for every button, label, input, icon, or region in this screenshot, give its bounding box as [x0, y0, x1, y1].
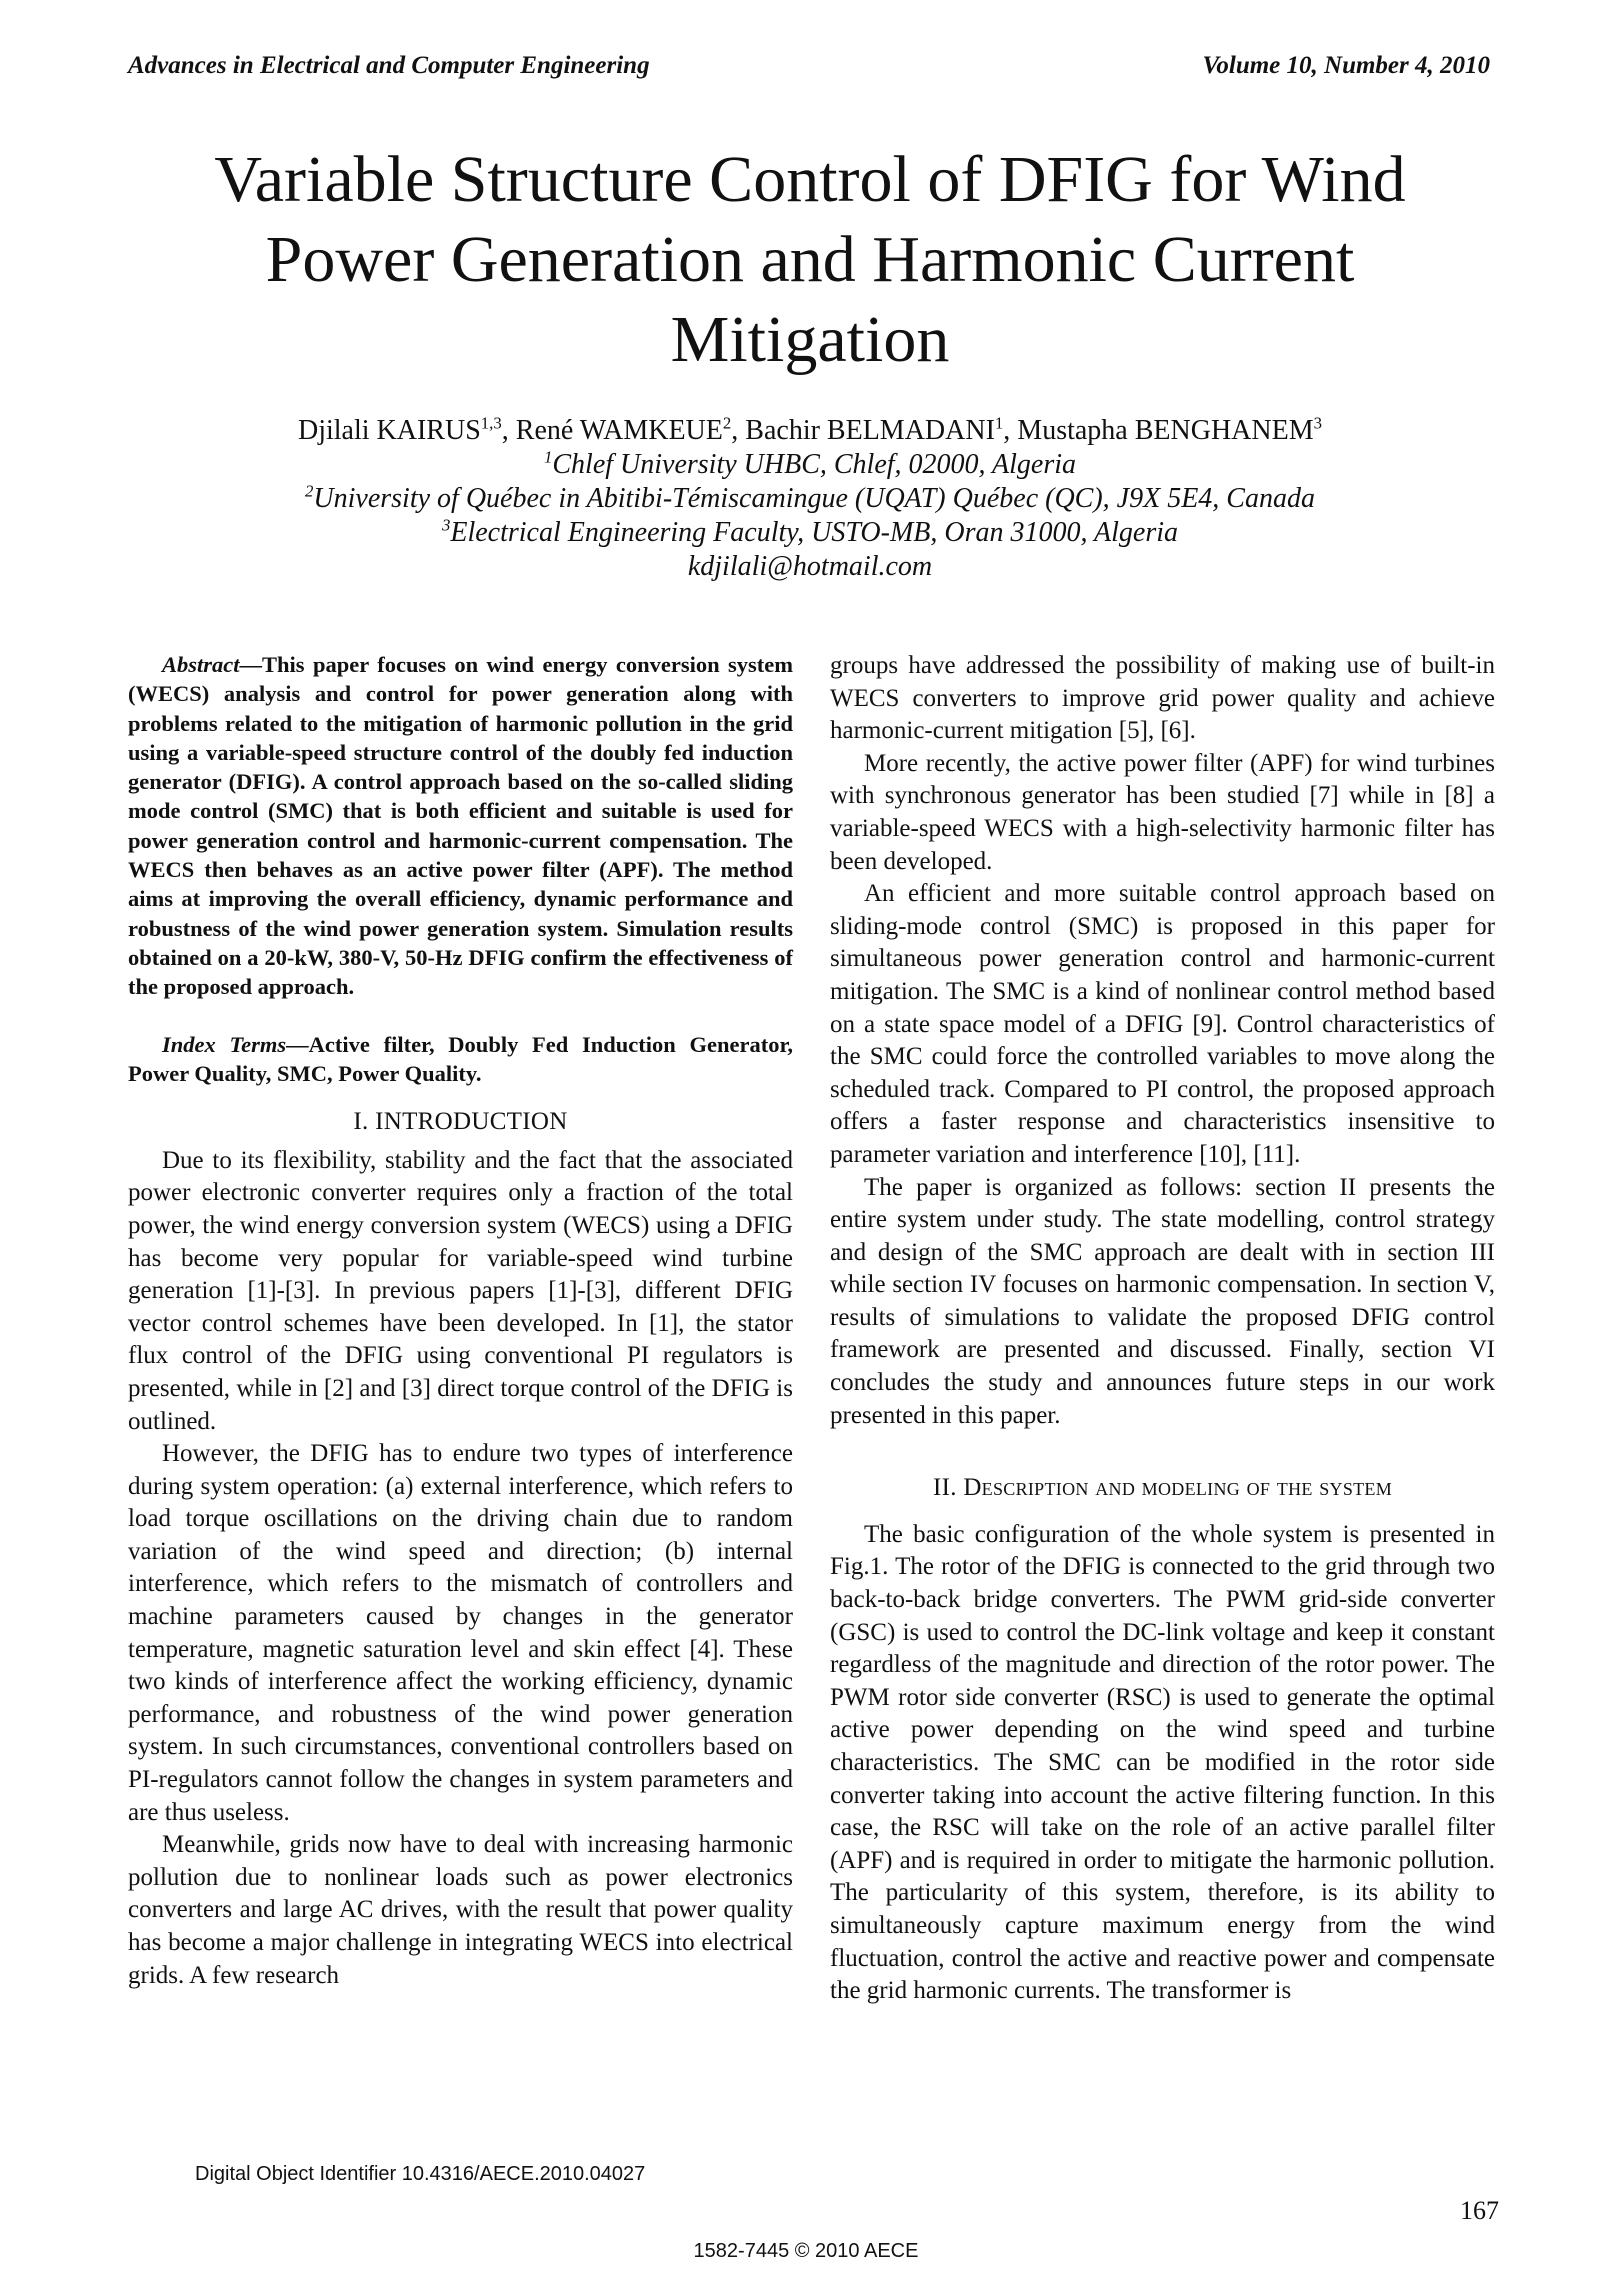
author-name: , René WAMKEUE [501, 415, 723, 446]
author-name: Djilali KAIRUS [298, 415, 481, 446]
author-block [120, 414, 1500, 584]
affiliation-3: $^3$Electrical Engineering Faculty, USTO-MB, Oran 31000, Algeria [441, 515, 1179, 548]
author-affil-mark: 1,3 [480, 413, 502, 433]
author-list [120, 414, 1500, 448]
author-email: kdjilali@hotmail.com [687, 551, 933, 582]
author-name: , Bachir BELMADANI [731, 415, 995, 446]
journal-name: Advances in Electrical and Computer Engineering [128, 52, 650, 79]
paragraph: More recently, the active power filter (APF) for wind turbines with synchronous generator has been studied [7] while in [8] a variable-speed WECS with a high-selectivity harmonic filter has been developed. [830, 749, 1495, 875]
section-heading: II. Description and modeling of the system [932, 1474, 1393, 1502]
section-heading: I. INTRODUCTION [353, 1108, 568, 1136]
author-name: , Mustapha BENGHANEM [1003, 415, 1314, 446]
affiliation-2: $^2$University of Québec in Abitibi-Témiscamingue (UQAT) Québec (QC), J9X 5E4, Canada [305, 481, 1315, 514]
author-affil-mark: 2 [722, 413, 732, 433]
issn-copyright: 1582-7445 © 2010 AECE [693, 2240, 919, 2262]
author-affil-mark: 1 [994, 413, 1004, 433]
paragraph: Due to its flexibility, stability and the fact that the associated power electronic converter requires only a fraction of the total power, the wind energy conversion system (WECS) using a DFIG has become very popular for variable-speed wind turbine generation [1]-[3]. In previous papers [1]-[3], different DFIG vector control schemes have been developed. In [1], the stator flux control of the DFIG using conventional PI regulators is presented, while in [2] and [3] direct torque control of the DFIG is outlined. [128, 1146, 793, 1435]
author-affil-mark: 3 [1313, 413, 1322, 433]
right-column [830, 650, 1495, 2008]
doi: Digital Object Identifier 10.4316/AECE.2010.04027 [195, 2163, 646, 2185]
paragraph: The basic configuration of the whole system is presented in Fig.1. The rotor of the DFIG is connected to the grid through two back-to-back bridge converters. The PWM grid-side converter (GSC) is used to control the DC-link voltage and keep it constant regardless of the magnitude and direction of the rotor power. The PWM rotor side converter (RSC) is used to generate the optimal active power depending on the wind speed and turbine characteristics. The SMC can be modified in the rotor side converter taking into account the active filtering function. In this case, the RSC will take on the role of an active parallel filter (APF) and is required in order to mitigate the harmonic pollution. The particularity of this system, therefore, is its ability to simultaneously capture maximum energy from the wind fluctuation, control the active and reactive power and compensate the grid harmonic currents. The transformer is [830, 1520, 1495, 2005]
title-line-1: Variable Structure Control of DFIG for Wind [214, 143, 1406, 216]
index-terms: Index Terms—Active filter, Doubly Fed Induction Generator, Power Quality, SMC, Power Quality. [128, 1031, 794, 1086]
title-line-3: Mitigation [670, 303, 950, 376]
paper-title [120, 140, 1500, 380]
affiliation-1: $^1$Chlef University UHBC, Chlef, 02000, Algeria [543, 447, 1077, 480]
paragraph: An efficient and more suitable control approach based on sliding-mode control (SMC) is proposed in this paper for simultaneous power generation control and harmonic-current mitigation. The SMC is a kind of nonlinear control method based on a state space model of a DFIG [9]. Control characteristics of the SMC could force the controlled variables to move along the scheduled track. Compared to PI control, the proposed approach offers a faster response and characteristics insensitive to parameter variation and interference [10], [11]. [830, 880, 1495, 1168]
paragraph-continued: groups have addressed the possibility of making use of built-in WECS converters to improve grid power quality and achieve harmonic-current mitigation [5], [6]. [830, 652, 1495, 745]
page-number: 167 [1460, 2196, 1499, 2225]
paragraph: Meanwhile, grids now have to deal with increasing harmonic pollution due to nonlinear loads such as power electronics converters and large AC drives, with the result that power quality has become a major challenge in integrating WECS into electrical grids. A few research [128, 1831, 793, 1989]
volume-info: Volume 10, Number 4, 2010 [1202, 52, 1490, 79]
title-line-2: Power Generation and Harmonic Current [265, 223, 1355, 296]
paragraph: However, the DFIG has to endure two types of interference during system operation: (a) external interference, which refers to load torque oscillations on the driving chain due to random variation of the wind speed and direction; (b) internal interference, which refers to the mismatch of controllers and machine parameters caused by changes in the generator temperature, magnetic saturation level and skin effect [4]. These two kinds of interference affect the working efficiency, dynamic performance, and robustness of the wind power generation system. In such circumstances, conventional controllers based on PI-regulators cannot follow the changes in system parameters and are thus useless. [128, 1440, 793, 1826]
paragraph: The paper is organized as follows: section II presents the entire system under study. The state modelling, control strategy and design of the SMC approach are dealt with in section III while section IV focuses on harmonic compensation. In section V, results of simulations to validate the proposed DFIG control framework are presented and discussed. Finally, section VI concludes the study and announces future steps in our work presented in this paper. [830, 1173, 1495, 1429]
abstract: Abstract—This paper focuses on wind energy conversion system (WECS) analysis and control for power generation along with problems related to the mitigation of harmonic pollution in the grid using a variable-speed structure control of the doubly fed induction generator (DFIG). A control approach based on the so-called sliding mode control (SMC) that is both efficient and suitable is used for power generation control and harmonic-current compensation. The WECS then behaves as an active power filter (APF). The method aims at improving the overall efficiency, dynamic performance and robustness of the wind power generation system. Simulation results obtained on a 20-kW, 380-V, 50-Hz DFIG confirm the effectiveness of the proposed approach. [128, 652, 793, 1000]
left-column [128, 650, 793, 1992]
